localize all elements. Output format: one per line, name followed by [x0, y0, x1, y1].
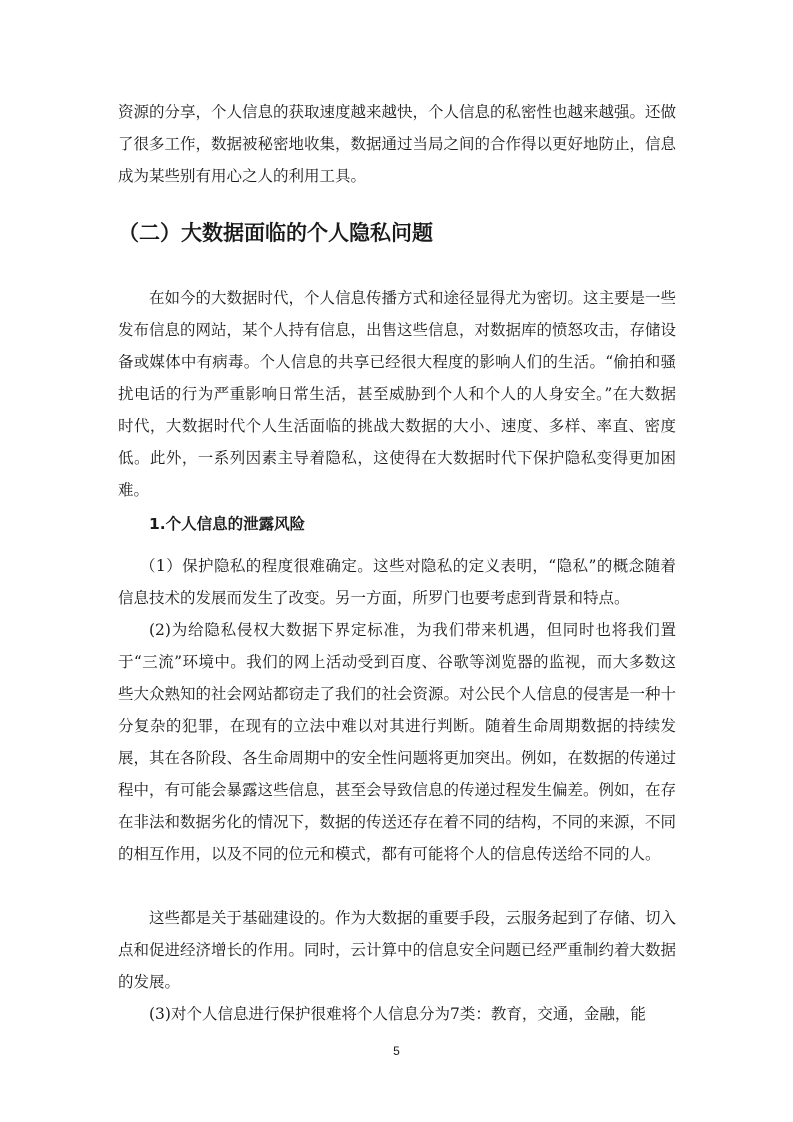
- subsection-heading: 1.个人信息的泄露风险: [149, 515, 306, 533]
- paragraph-infrastructure: 这些都是关于基础建设的。作为大数据的重要手段，云服务起到了存储、切入点和促进经济增长的作用。同时，云计算中的信息安全问题已经严重制约着大数据的发展。: [118, 909, 677, 991]
- paragraph-intro: 在如今的大数据时代，个人信息传播方式和途径显得尤为密切。这主要是一些发布信息的网站，某个人持有信息，出售这些信息，对数据库的愤怒攻击，存储设备或媒体中有病毒。个人信息的共享已经很大程度的影响人们的生活。“偷拍和骚扰电话的行为严重影响日常生活，甚至威胁到个人和个人的人身安全。”在大数据时代，大数据时代个人生活面临的挑战大数据的大小、速度、多样、率直、密度低。此外，一系列因素主导着隐私，这使得在大数据时代下保护隐私变得更加困难。: [118, 289, 677, 499]
- paragraph-item-2: (2)为给隐私侵权大数据下界定标准，为我们带来机遇，但同时也将我们置于“三流”环境中。我们的网上活动受到百度、谷歌等浏览器的监视，而大多数这些大众熟知的社会网站都窃走了我们的社会资源。对公民个人信息的侵害是一种十分复杂的犯罪，在现有的立法中难以对其进行判断。随着生命周期数据的持续发展，其在各阶段、各生命周期中的安全性问题将更加突出。例如，在数据的传递过程中，有可能会暴露这些信息，甚至会导致信息的传递过程发生偏差。例如，在存在非法和数据劣化的情况下，数据的传送还存在着不同的结构，不同的来源，不同的相互作用，以及不同的位元和模式，都有可能将个人的信息传送给不同的人。: [118, 621, 677, 863]
- section-heading: （二）大数据面临的个人隐私问题: [118, 221, 433, 245]
- paragraph-item-3: (3)对个人信息进行保护很难将个人信息分为7类：教育，交通，金融，能: [149, 1005, 646, 1023]
- page-number: 5: [393, 1044, 400, 1058]
- paragraph-continuation: 资源的分享，个人信息的获取速度越来越快，个人信息的私密性也越来越强。还做了很多工作，数据被秘密地收集，数据通过当局之间的合作得以更好地防止，信息成为某些别有用心之人的利用工具。: [118, 103, 677, 185]
- paragraph-item-1: （1）保护隐私的程度很难确定。这些对隐私的定义表明，“隐私”的概念随着信息技术的发展而发生了改变。另一方面，所罗门也要考虑到背景和特点。: [118, 557, 676, 607]
